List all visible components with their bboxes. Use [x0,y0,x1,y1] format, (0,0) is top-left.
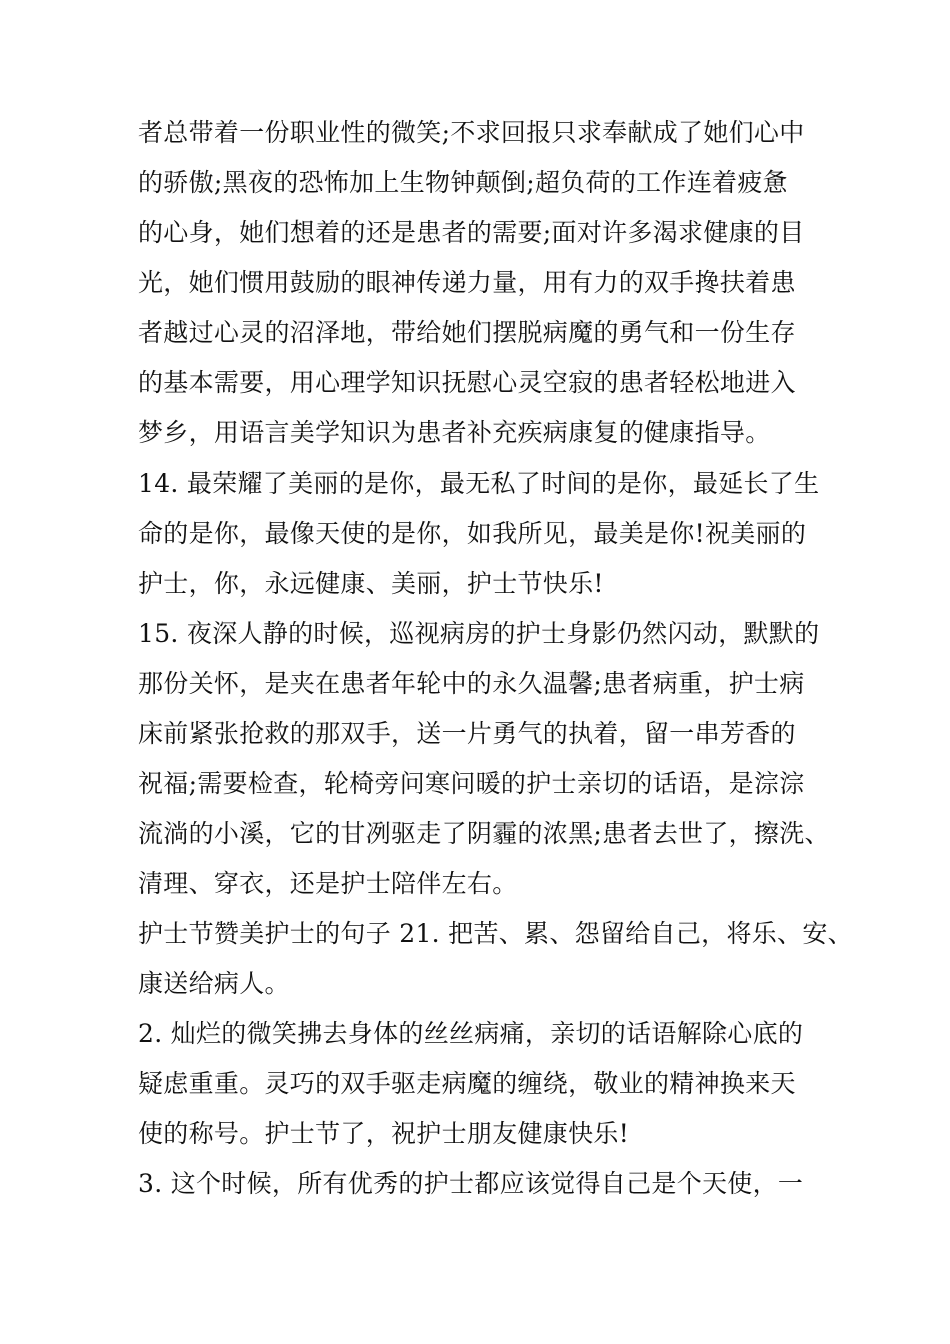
text-line: 的骄傲;黑夜的恐怖加上生物钟颠倒;超负荷的工作连着疲惫 [138,168,788,197]
text-line: 清理、穿衣，还是护士陪伴左右。 [138,869,518,898]
text-line: 护士，你，永远健康、美丽，护士节快乐! [138,569,604,598]
text-line: 2. 灿烂的微笑拂去身体的丝丝病痛，亲切的话语解除心底的 [138,1019,804,1048]
text-line: 护士节赞美护士的句子 21. 把苦、累、怨留给自己，将乐、安、 [138,919,853,948]
text-line: 祝福;需要检查，轮椅旁问寒问暖的护士亲切的话语，是淙淙 [138,769,805,798]
text-line: 那份关怀，是夹在患者年轮中的永久温馨;患者病重，护士病 [138,669,805,698]
text-line: 的基本需要，用心理学知识抚慰心灵空寂的患者轻松地进入 [138,368,796,397]
text-line: 梦乡，用语言美学知识为患者补充疾病康复的健康指导。 [138,418,771,447]
text-line: 命的是你，最像天使的是你，如我所见，最美是你!祝美丽的 [138,519,807,548]
text-line: 3. 这个时候，所有优秀的护士都应该觉得自己是个天使，一 [138,1169,804,1198]
text-line: 疑虑重重。灵巧的双手驱走病魔的缠绕，敬业的精神换来天 [138,1069,796,1098]
text-line: 床前紧张抢救的那双手，送一片勇气的执着，留一串芳香的 [138,719,796,748]
text-line: 流淌的小溪，它的甘冽驱走了阴霾的浓黑;患者去世了，擦洗、 [138,819,830,848]
text-line: 15. 夜深人静的时候，巡视病房的护士身影仍然闪动，默默的 [138,619,820,648]
text-line: 光，她们惯用鼓励的眼神传递力量，用有力的双手搀扶着患 [138,268,796,297]
text-line: 者越过心灵的沼泽地，带给她们摆脱病魔的勇气和一份生存 [138,318,796,347]
text-line: 的心身，她们想着的还是患者的需要;面对许多渴求健康的目 [138,218,805,247]
text-line: 使的称号。护士节了，祝护士朋友健康快乐! [138,1119,630,1148]
text-line: 康送给病人。 [138,969,290,998]
text-line: 者总带着一份职业性的微笑;不求回报只求奉献成了她们心中 [138,118,805,147]
text-line: 14. 最荣耀了美丽的是你，最无私了时间的是你，最延长了生 [138,469,820,498]
